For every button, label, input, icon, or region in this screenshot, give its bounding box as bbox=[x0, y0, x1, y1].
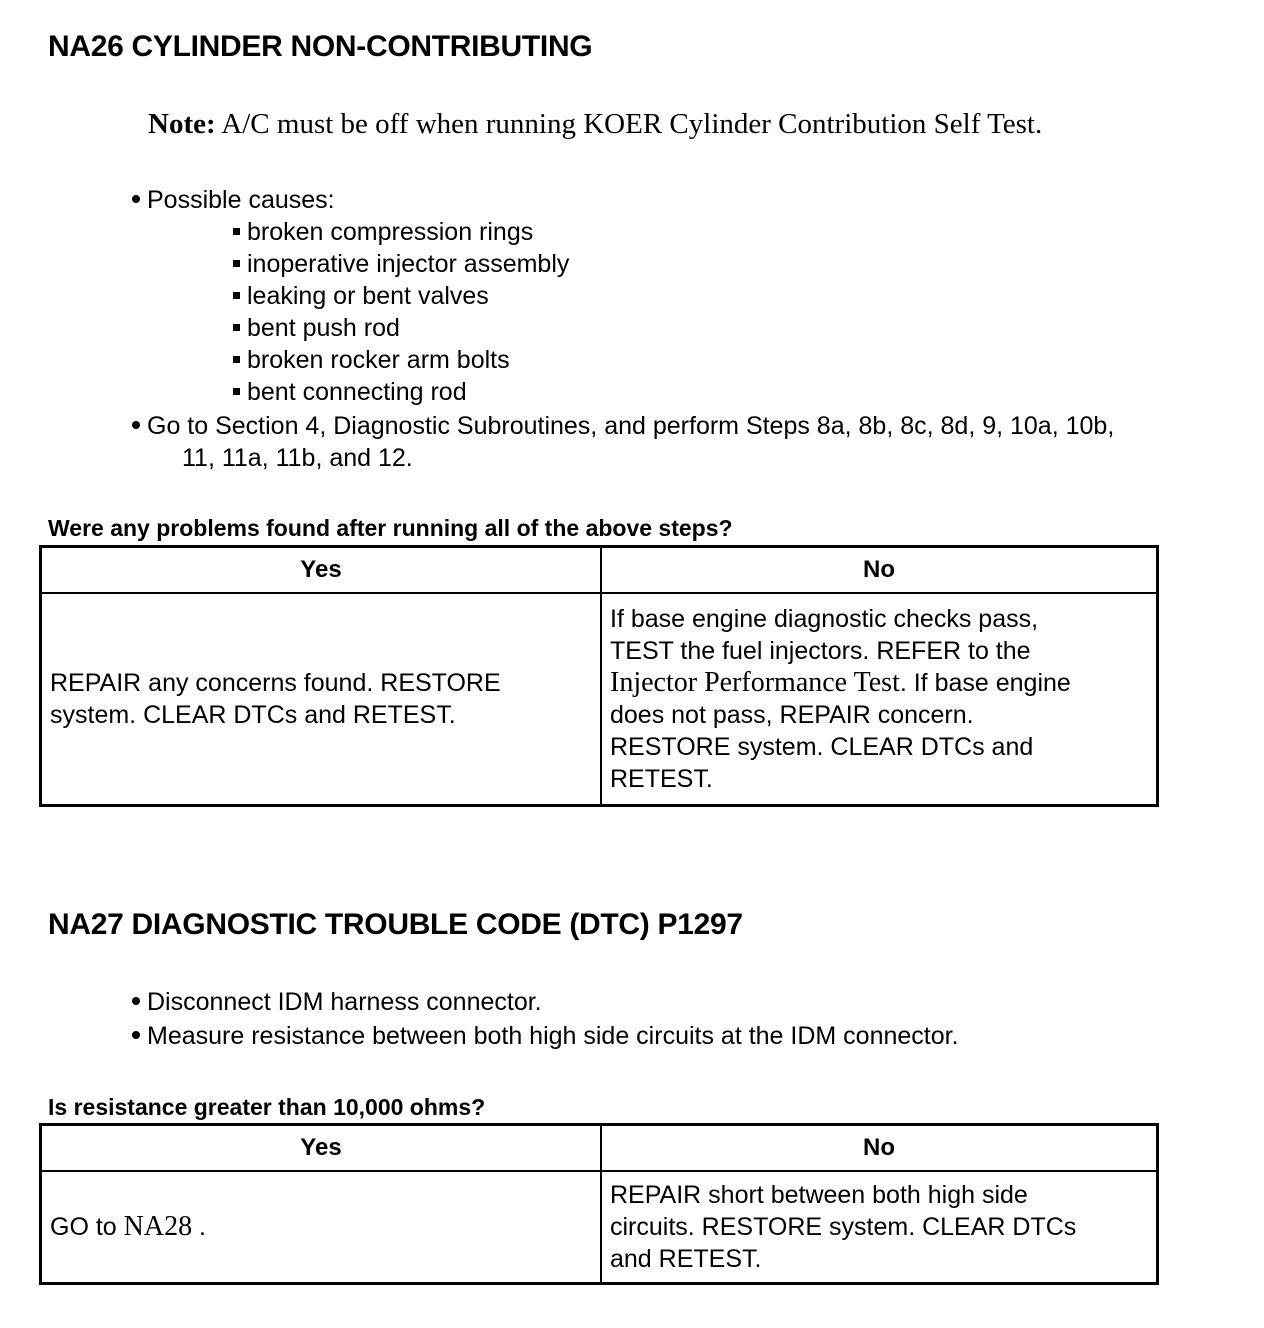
header-yes: Yes bbox=[41, 547, 602, 594]
goto-instruction: Go to Section 4, Diagnostic Subroutines, and perform Steps 8a, 8b, 8c, 8d, 9, 10a, 10b, 11, 11a, 11b, and 12. bbox=[132, 410, 1114, 474]
section-title-na26: NA26 CYLINDER NON-CONTRIBUTING bbox=[48, 30, 593, 63]
cause-item: broken rocker arm bolts bbox=[233, 344, 569, 376]
header-no: No bbox=[601, 1125, 1158, 1172]
question-na27: Is resistance greater than 10,000 ohms? bbox=[48, 1094, 486, 1120]
header-no: No bbox=[601, 547, 1158, 594]
cause-item: inoperative injector assembly bbox=[233, 248, 569, 280]
step-item: Disconnect IDM harness connector. bbox=[132, 986, 959, 1018]
cause-item: leaking or bent valves bbox=[233, 280, 569, 312]
bullet-icon bbox=[132, 997, 140, 1005]
cell-no: If base engine diagnostic checks pass, TEST the fuel injectors. REFER to the Injector Performance Test. If base engine does not pass, REPAIR concern. RESTORE system. CLEAR DTCs and RETEST. bbox=[601, 593, 1158, 805]
note-label: Note: bbox=[148, 108, 216, 140]
header-yes: Yes bbox=[41, 1125, 602, 1172]
square-bullet-icon bbox=[233, 292, 240, 299]
square-bullet-icon bbox=[233, 356, 240, 363]
decision-table-na27 bbox=[39, 1123, 1159, 1285]
cell-yes: GO to NA28 . bbox=[41, 1171, 602, 1283]
question-na26: Were any problems found after running all of the above steps? bbox=[48, 515, 733, 541]
steps-list-na27 bbox=[132, 986, 959, 1052]
bullet-icon bbox=[132, 1031, 140, 1039]
cause-item: broken compression rings bbox=[233, 216, 569, 248]
cause-item: bent connecting rod bbox=[233, 376, 569, 408]
cell-no: REPAIR short between both high side circuits. RESTORE system. CLEAR DTCs and RETEST. bbox=[601, 1171, 1158, 1283]
square-bullet-icon bbox=[233, 260, 240, 267]
causes-list bbox=[233, 216, 569, 408]
bullet-icon bbox=[132, 421, 140, 429]
decision-table-na26 bbox=[39, 545, 1159, 807]
step-item: Measure resistance between both high side circuits at the IDM connector. bbox=[132, 1020, 959, 1052]
cause-item: bent push rod bbox=[233, 312, 569, 344]
section-title-na27: NA27 DIAGNOSTIC TROUBLE CODE (DTC) P1297 bbox=[48, 908, 743, 941]
note bbox=[148, 108, 1042, 141]
injector-performance-test-link[interactable]: Injector Performance Test bbox=[610, 666, 900, 698]
square-bullet-icon bbox=[233, 324, 240, 331]
possible-causes-heading: Possible causes: bbox=[132, 184, 335, 216]
square-bullet-icon bbox=[233, 228, 240, 235]
na28-link[interactable]: NA28 bbox=[123, 1210, 193, 1242]
cell-yes: REPAIR any concerns found. RESTORE system. CLEAR DTCs and RETEST. bbox=[41, 593, 602, 805]
square-bullet-icon bbox=[233, 388, 240, 395]
bullet-icon bbox=[132, 195, 140, 203]
note-text: A/C must be off when running KOER Cylinder Contribution Self Test. bbox=[215, 108, 1043, 140]
